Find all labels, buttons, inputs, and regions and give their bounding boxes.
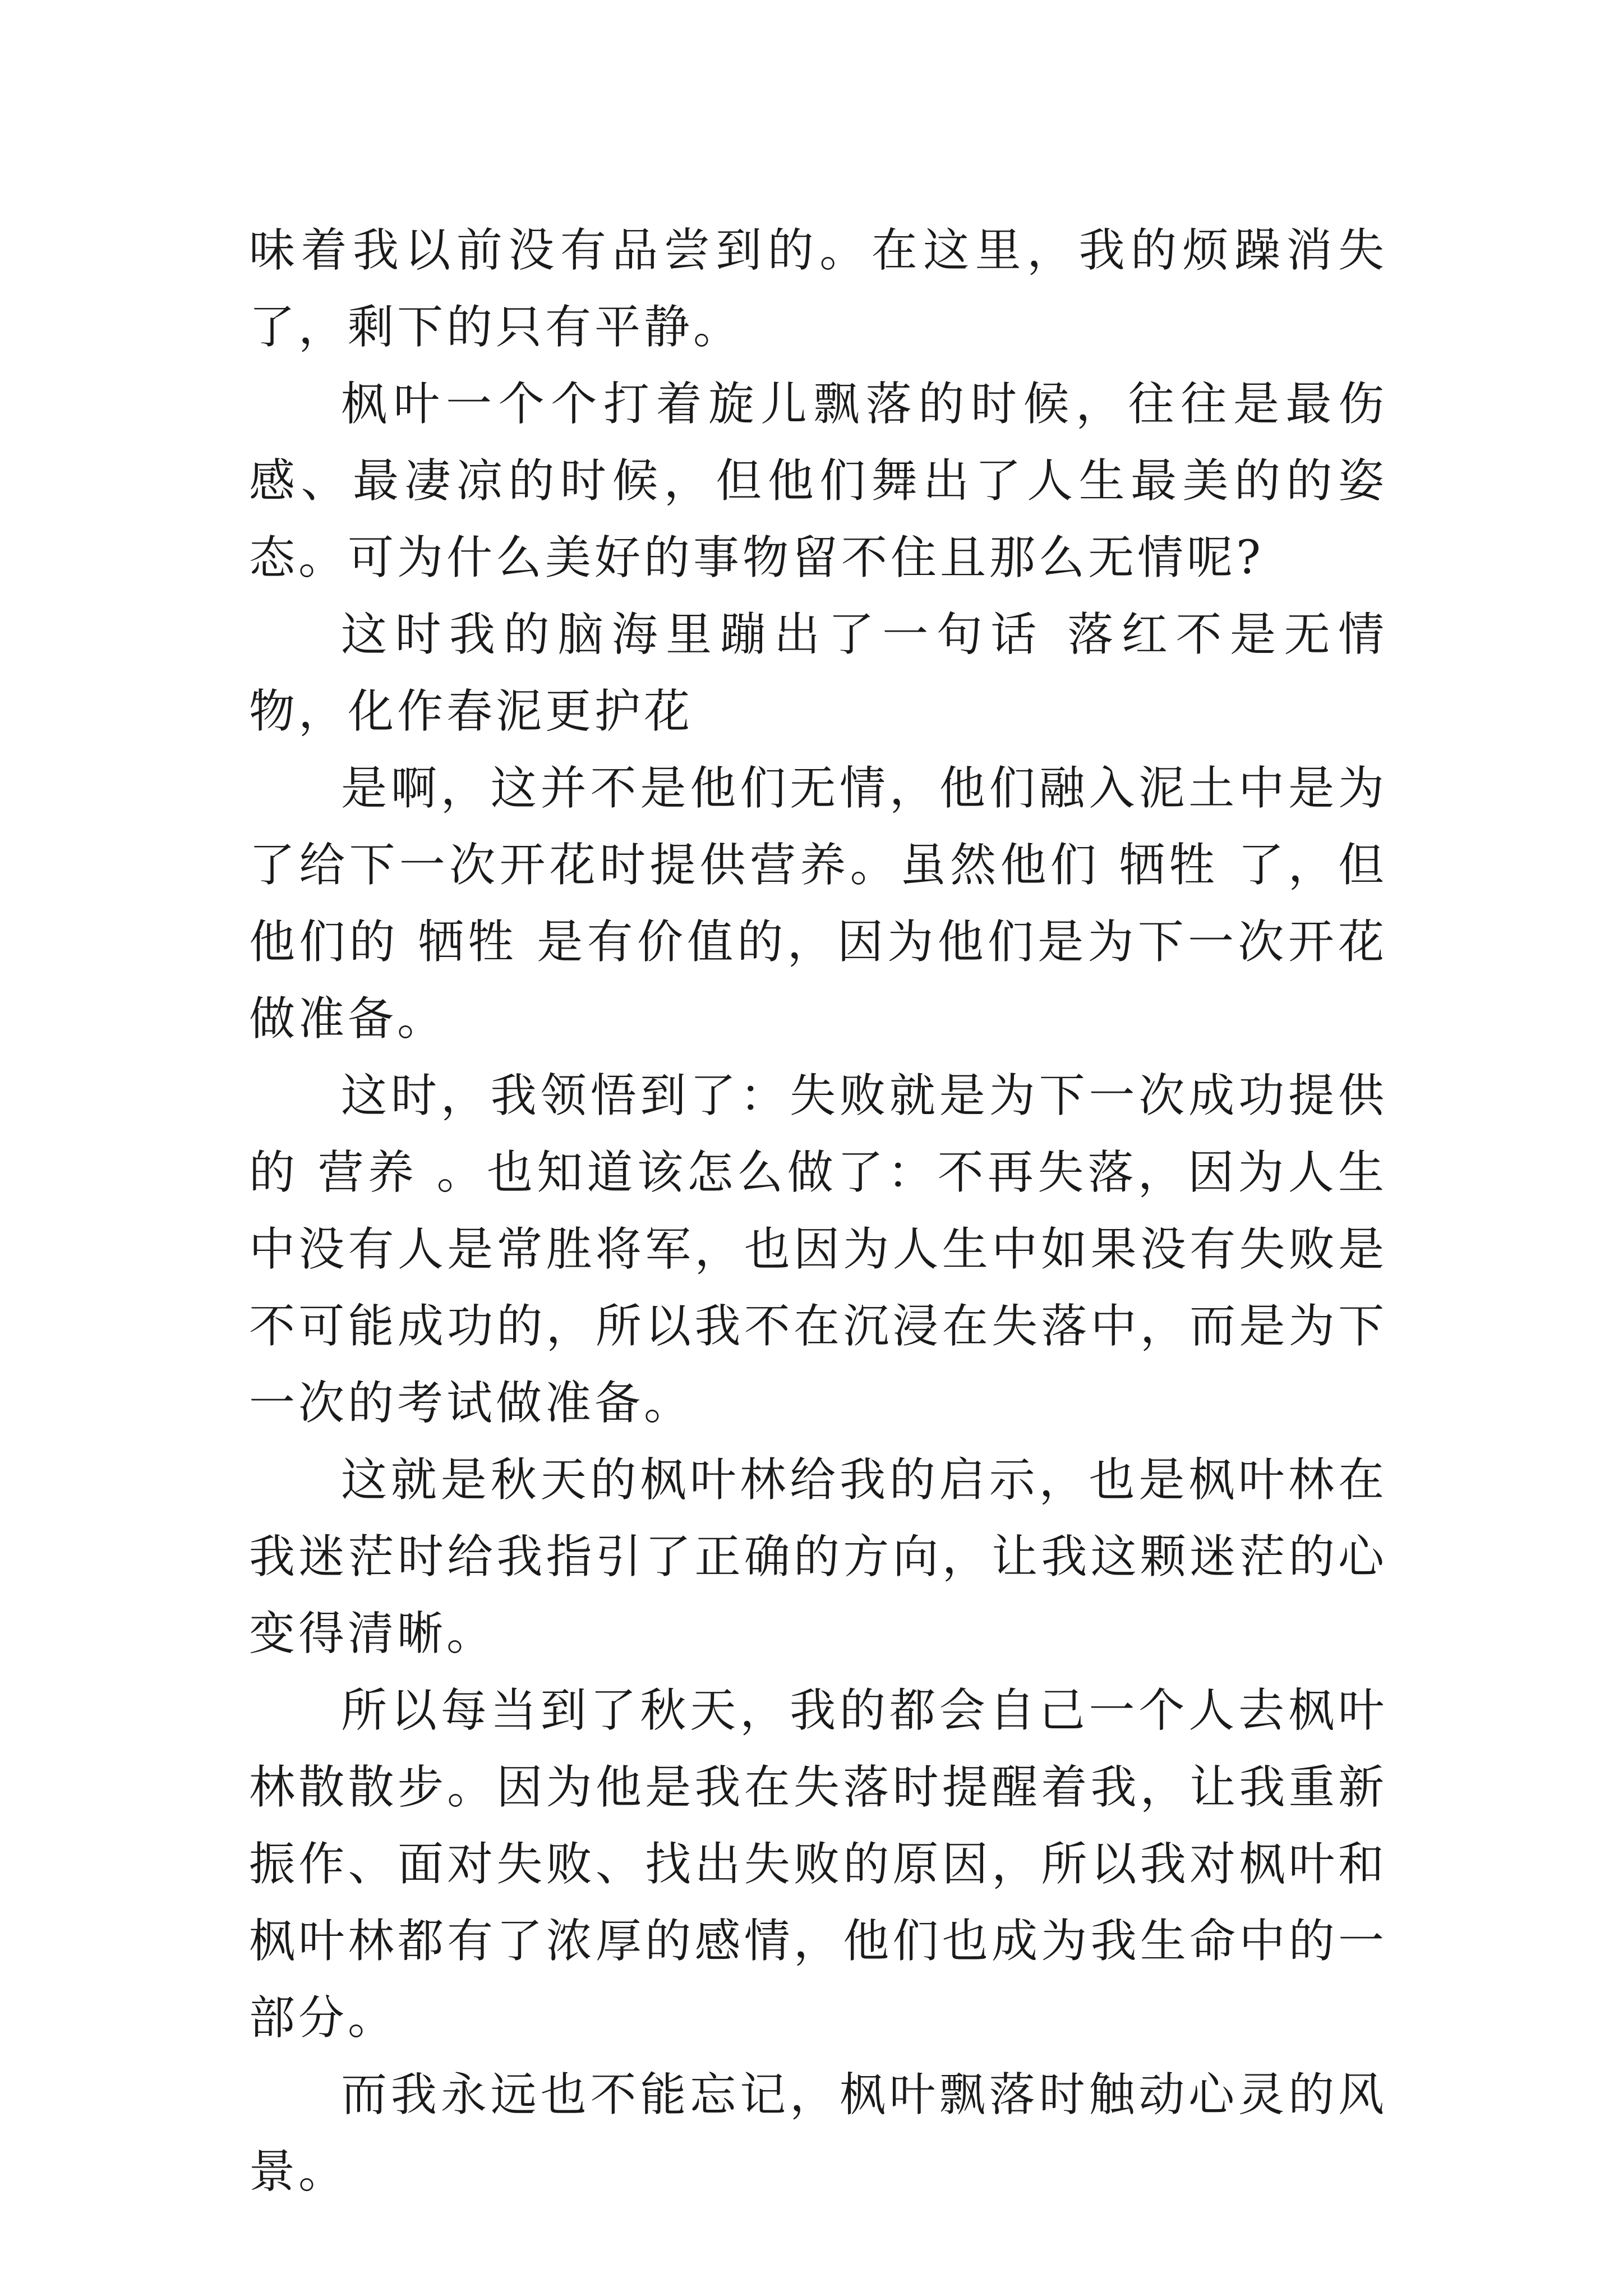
paragraph-autumn-walks: 所以每当到了秋天，我的都会自己一个人去枫叶林散散步。因为他是我在失落时提醒着我，让我重新振作、面对失败、找出失败的原因，所以我对枫叶和枫叶林都有了浓厚的感情，他们也成为我生命中的一部分。 [249, 1684, 1387, 2045]
paragraph-inspiration: 这就是秋天的枫叶林给我的启示，也是枫叶林在我迷茫时给我指引了正确的方向，让我这颗迷茫的心变得清晰。 [249, 1453, 1387, 1660]
paragraph-realization: 这时，我领悟到了：失败就是为下一次成功提供的 营养 。也知道该怎么做了：不再失落，因为人生中没有人是常胜将军，也因为人生中如果没有失败是不可能成功的，所以我不在沉浸在失落中，而是为下一次的考试做准备。 [249, 1069, 1387, 1430]
essay-body [249, 212, 1387, 2210]
paragraph-poem-quote: 这时我的脑海里蹦出了一句话 落红不是无情物，化作春泥更护花 [249, 608, 1387, 738]
paragraph-conclusion: 而我永远也不能忘记，枫叶飘落时触动心灵的风景。 [249, 2068, 1387, 2198]
paragraph-sacrifice: 是啊，这并不是他们无情，他们融入泥土中是为了给下一次开花时提供营养。虽然他们 牺牲 了，但他们的 牺牲 是有价值的，因为他们是为下一次开花做准备。 [249, 762, 1387, 1046]
paragraph-maple-leaves-falling: 枫叶一个个打着旋儿飘落的时候，往往是最伤感、最凄凉的时候，但他们舞出了人生最美的的姿态。可为什么美好的事物留不住且那么无情呢? [249, 378, 1387, 585]
paragraph-continuation: 味着我以前没有品尝到的。在这里，我的烦躁消失了，剩下的只有平静。 [249, 224, 1387, 354]
